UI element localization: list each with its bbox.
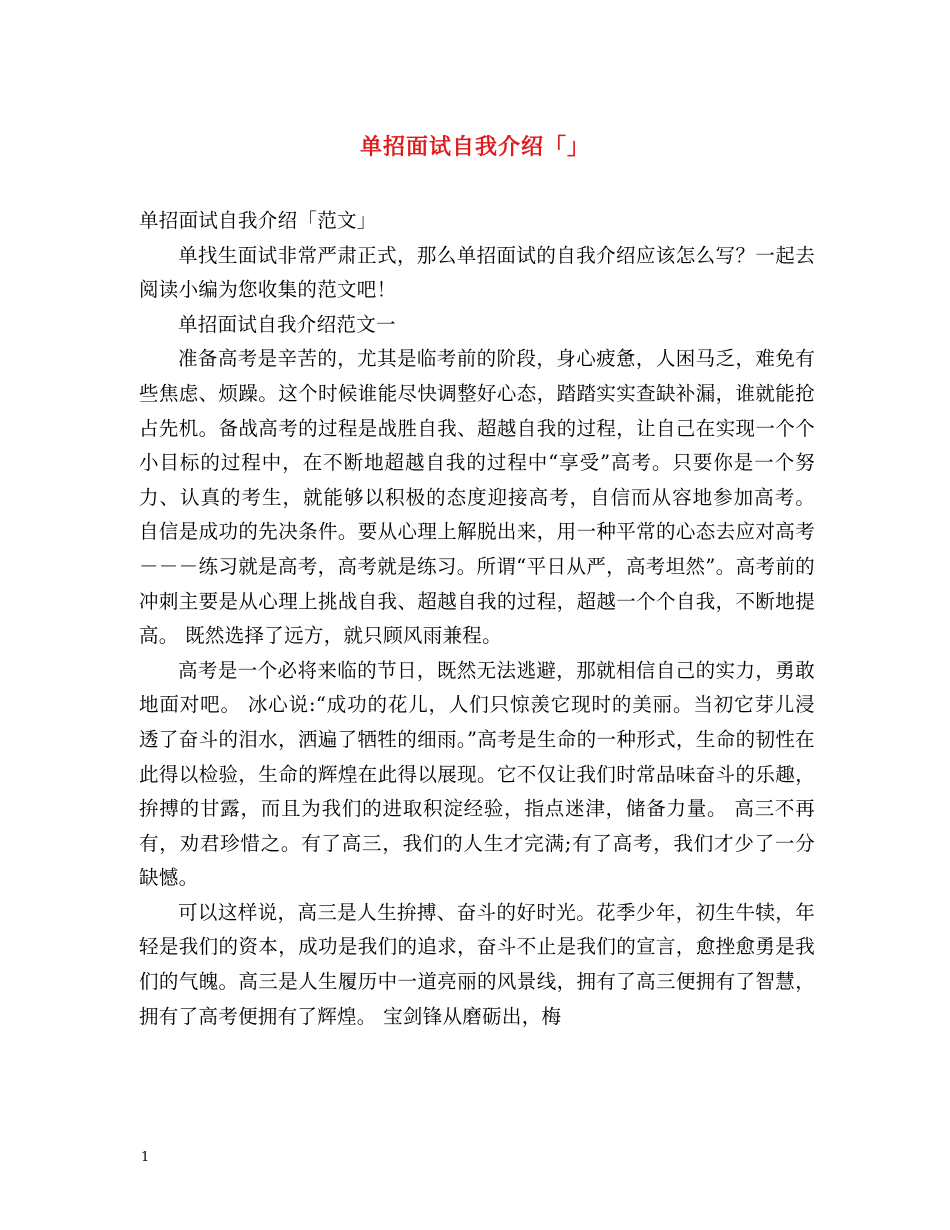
subtitle-paragraph: 单招面试自我介绍「范文」 — [139, 209, 377, 232]
document-title: 单招面试自我介绍「」 — [359, 134, 590, 160]
section-heading: 单招面试自我介绍范文一 — [178, 312, 396, 336]
body-paragraph: 准备高考是辛苦的，尤其是临考前的阶段，身心疲惫，人困马乏，难免有些焦虑、烦躁。这个时候谁能尽快调整好心态，踏踏实实查缺补漏，谁就能抢占先机。备战高考的过程是战胜自我、超越自我的过程，让自己在实现一个个小目标的过程中，在不断地超越自我的过程中“享受”高考。只要你是一个努力、认真的考生，就能够以积极的态度迎接高考，自信而从容地参加高考。 自信是成功的先决条件。要从心理上解脱出来，用一种平常的心态去应对高考－－－练习就是高考，高考就是练习。所谓“平日从严，高考坦然”。高考前的冲刺主要是从心理上挑战自我、超越自我的过程，超越一个个自我，不断地提高。 既然选择了远方，就只顾风雨兼程。 — [139, 347, 815, 648]
intro-paragraph: 单找生面试非常严肃正式，那么单招面试的自我介绍应该怎么写？一起去阅读小编为您收集的范文吧！ — [139, 243, 815, 302]
body-paragraph: 可以这样说，高三是人生拚搏、奋斗的好时光。花季少年，初生牛犊，年轻是我们的资本，成功是我们的追求，奋斗不止是我们的宣言，愈挫愈勇是我们的气魄。高三是人生履历中一道亮丽的风景线，拥有了高三便拥有了智慧，拥有了高考便拥有了辉煌。 宝剑锋从磨砺出，梅 — [139, 900, 815, 1028]
page-number: 1 — [141, 1150, 150, 1165]
document-body — [139, 204, 815, 1034]
body-paragraph: 高考是一个必将来临的节日，既然无法逃避，那就相信自己的实力，勇敢地面对吧。 冰心说:“成功的花儿，人们只惊羡它现时的美丽。当初它芽儿浸透了奋斗的泪水，洒遍了牺牲的细雨。”高考是生命的一种形式，生命的韧性在此得以检验，生命的辉煌在此得以展现。它不仅让我们时常品味奋斗的乐趣，拚搏的甘露，而且为我们的进取积淀经验，指点迷津，储备力量。 高三不再有，劝君珍惜之。有了高三，我们的人生才完满;有了高考，我们才少了一分缺憾。 — [139, 658, 815, 890]
